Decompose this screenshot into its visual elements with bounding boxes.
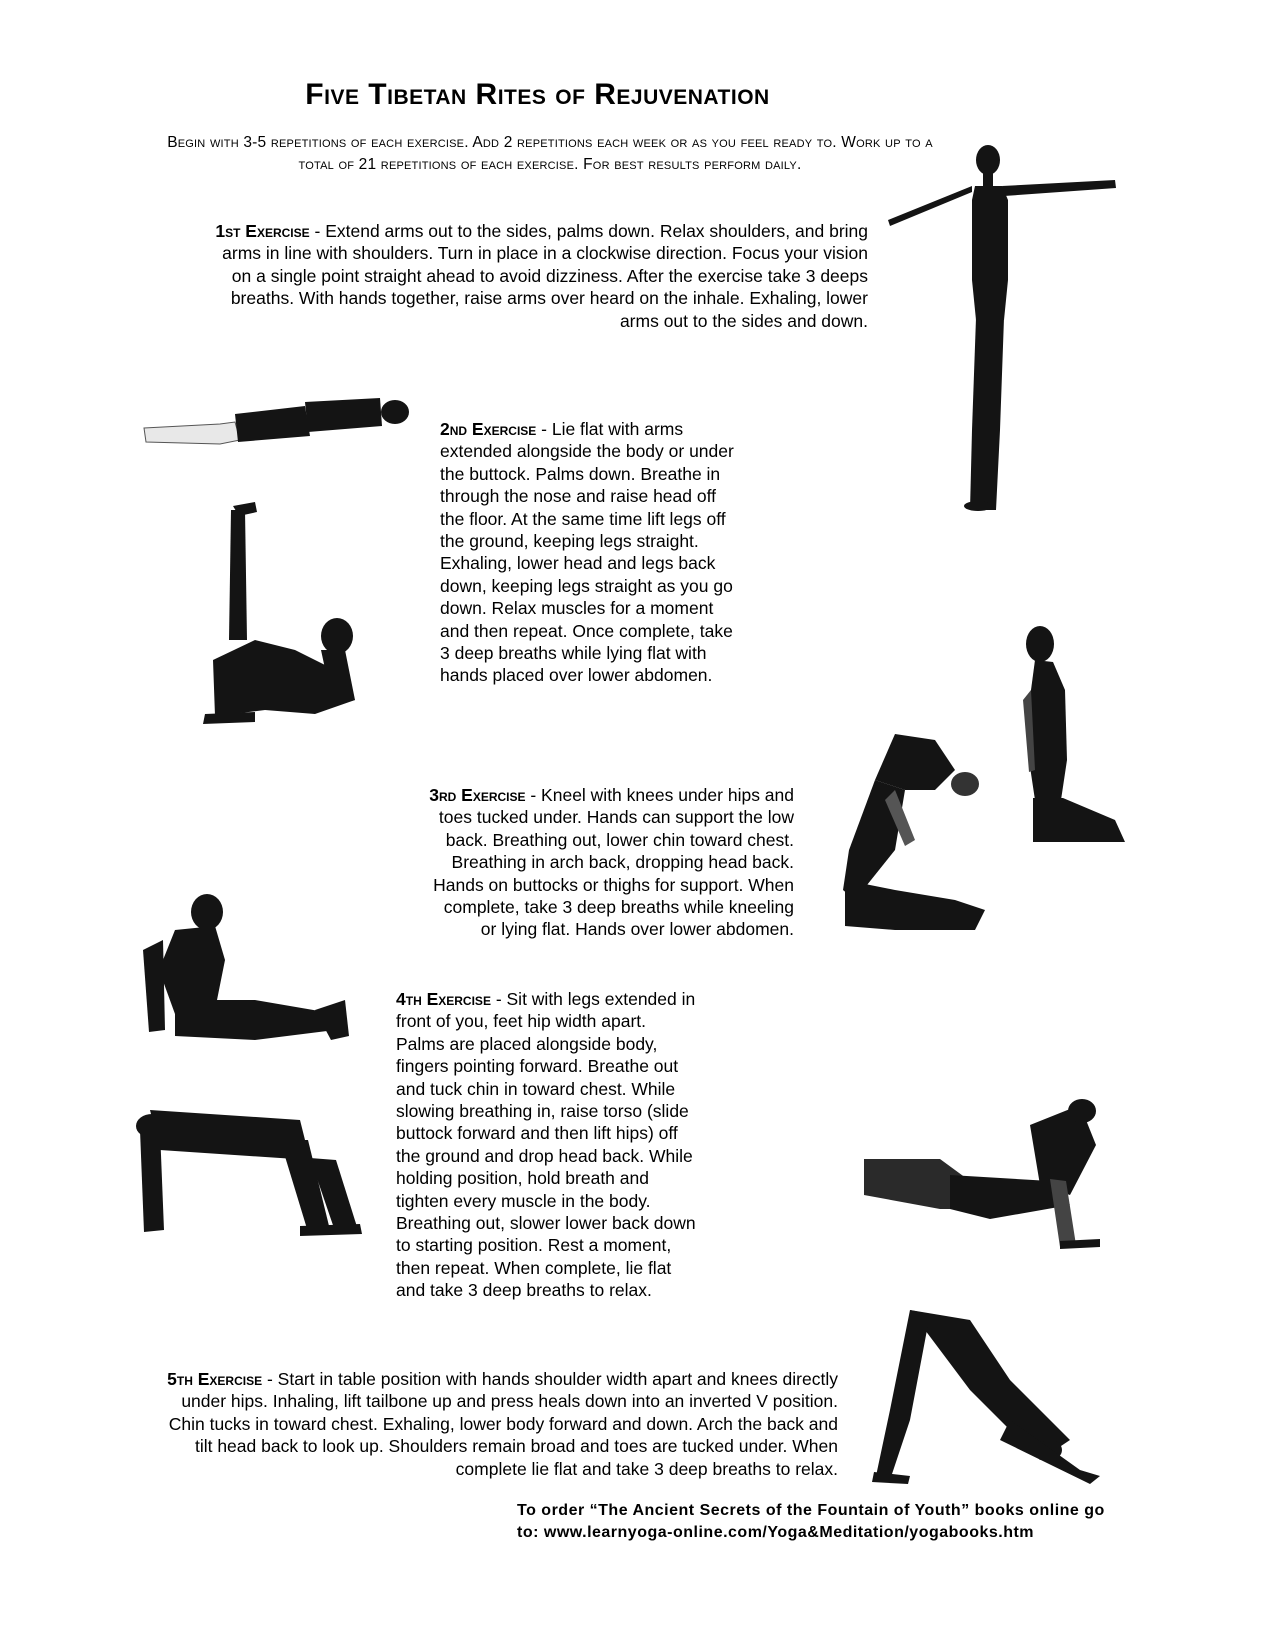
exercise-3-text: - Kneel with knees under hips and toes tucked under. Hands can support the low back. Breathing out, lower chin toward chest. Breathing in arch back, dropping head back. Hands on buttocks or thighs for support. When complete, take 3 deep breaths while kneeling or lying flat. Hands over lower abdomen. xyxy=(433,785,794,940)
figure-upward-dog xyxy=(860,1085,1120,1255)
exercise-1-text: - Extend arms out to the sides, palms down. Relax shoulders, and bring arms in line with shoulders. Turn in place in a clockwise direction. Focus your vision on a single point straight ahead to avoid dizziness. After the exercise take 3 deeps breaths. With hands together, raise arms over heard on the inhale. Exhaling, lower arms out to the sides and down. xyxy=(222,221,868,331)
exercise-1-heading: 1st Exercise xyxy=(215,221,310,241)
figure-kneeling-arch xyxy=(835,730,1005,940)
exercise-4-text: - Sit with legs extended in front of you, feet hip width apart. Palms are placed alongside body, fingers pointing forward. Breathe out and tuck chin in toward chest. While slowing breathing in, raise torso (slide buttock forward and then lift hips) off the ground and drop head back. While holding position, hold breath and tighten every muscle in the body. Breathing out, slower lower back down to starting position. Rest a moment, then repeat. When complete, lie flat and take 3 deep breaths to relax. xyxy=(396,989,696,1301)
figure-seated-legs-extended xyxy=(135,890,355,1050)
order-note-line-1: To order “The Ancient Secrets of the Fountain of Youth” books online go xyxy=(517,1502,1105,1519)
figure-kneeling-upright xyxy=(1005,620,1145,870)
exercise-2-heading: 2nd Exercise xyxy=(440,419,537,439)
figure-table-top xyxy=(130,1100,370,1240)
order-note-line-2: to: www.learnyoga-online.com/Yoga&Meditation/yogabooks.htm xyxy=(517,1524,1035,1541)
exercise-3 xyxy=(426,784,794,941)
figure-leg-raise xyxy=(195,500,375,740)
exercise-5-heading: 5th Exercise xyxy=(167,1369,263,1389)
exercise-2-text: - Lie flat with arms extended alongside the body or under the buttock. Palms down. Breathe in through the nose and raise head off the floor. At the same time lift legs off the ground, keeping legs straight. Exhaling, lower head and legs back down, keeping legs straight as you go down. Relax muscles for a moment and then repeat. Once complete, take 3 deep breaths while lying flat with hands placed over lower abdomen. xyxy=(440,419,734,686)
exercise-4-heading: 4th Exercise xyxy=(396,989,491,1009)
order-note xyxy=(517,1500,1157,1544)
figure-standing-arms-out xyxy=(880,130,1130,510)
exercise-1 xyxy=(200,220,868,332)
exercise-4 xyxy=(396,988,698,1302)
intro-text: Begin with 3-5 repetitions of each exercise. Add 2 repetitions each week or as you feel ready to. Work up to a total of 21 repetitions of each exercise. For best results perform daily. xyxy=(167,134,933,173)
page-title: Five Tibetan Rites of Rejuvenation xyxy=(305,78,770,111)
exercise-5-text: - Start in table position with hands shoulder width apart and knees directly under hips. Inhaling, lift tailbone up and press heals down into an inverted V position. Chin tucks in toward chest. Exhaling, lower body forward and down. Arch the back and tilt head back to look up. Shoulders remain broad and toes are tucked under. When complete lie flat and take 3 deep breaths to relax. xyxy=(168,1369,838,1479)
exercise-3-heading: 3rd Exercise xyxy=(429,785,526,805)
exercise-5 xyxy=(160,1368,838,1480)
exercise-2 xyxy=(440,418,742,687)
figure-lying-flat xyxy=(140,392,410,462)
figure-downward-dog xyxy=(870,1300,1110,1490)
